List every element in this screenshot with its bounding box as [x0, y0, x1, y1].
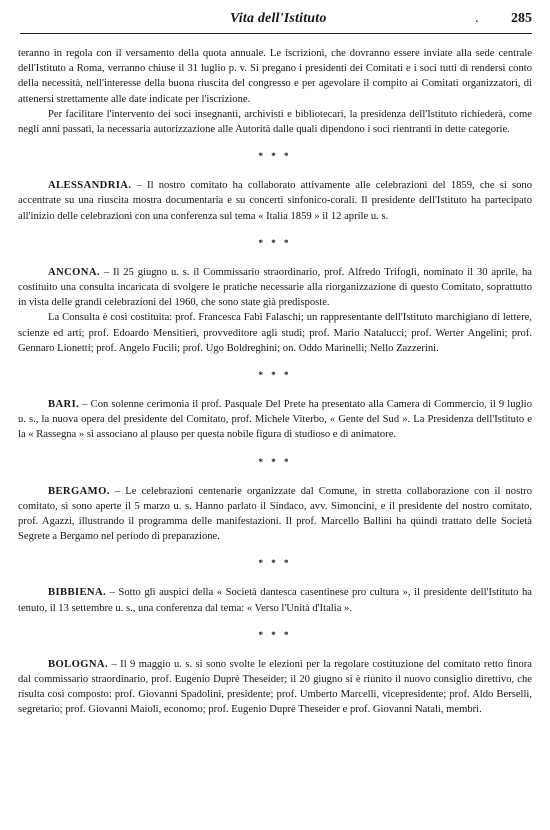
- section-bergamo: [18, 484, 532, 545]
- section-separator: * * *: [258, 456, 292, 467]
- intro-paragraph: Per facilitare l'intervento dei soci insegnanti, archivisti e bibliotecari, la presidenza dell'Istituto richiederà, come negli anni passati, la necessaria autorizzazione alle Autorità dalle quali dipendono i soci rientranti in dette categorie.: [18, 108, 532, 136]
- section-alessandria: [18, 178, 532, 224]
- city-heading: BIBBIENA.: [48, 587, 107, 599]
- section-separator: * * *: [258, 370, 292, 381]
- city-heading: ALESSANDRIA.: [48, 180, 132, 192]
- city-heading: ANCONA.: [48, 266, 100, 278]
- page-body: [18, 46, 532, 718]
- section-text: – Il nostro comitato ha collaborato attivamente alle celebrazioni del 1859, che si sono accentrate su una riuscita mostra documentaria e su concerti sinfonico-corali. Il presidente dell'Istituto ha partecipato all'inizio delle celebrazioni con una conferenza sul tema « Italia 1859 » il 12 aprile u. s.: [18, 180, 532, 222]
- section-text: – Le celebrazioni centenarie organizzate dal Comune, in stretta collaborazione con il nostro comitato, si sono aperte il 5 marzo u. s. Hanno parlato il Sindaco, avv. Simoncini, e il presidente del nostro comitato, prof. Agazzi, illustrando il programma delle manifestazioni. Il prof. Marcello Ballini ha quindi trattato delle Società Segrete a Bergamo nel periodo di preparazione.: [18, 485, 532, 543]
- section-ancona: [18, 265, 532, 311]
- city-heading: BOLOGNA.: [48, 658, 109, 670]
- page-header: [20, 8, 532, 32]
- header-dot: .: [475, 11, 479, 26]
- intro-paragraph: teranno in regola con il versamento della quota annuale. Le iscrizioni, che dovranno essere inviate alla sede centrale dell'Istituto a Roma, verranno chiuse il 31 luglio p. v. Si pregano i presidenti dei Comitati e i soci tutti di rendersi conto della necessità, nell'interesse della buona riuscita del congresso e per agevolare il compito ai Comitati organizzatori, di attenersi strettamente alle date indicate per l'iscrizione.: [18, 48, 532, 105]
- city-heading: BARI.: [48, 399, 80, 411]
- section-separator: * * *: [258, 629, 292, 640]
- section-text: – Il 25 giugno u. s. il Commissario straordinario, prof. Alfredo Trifogli, nominato il 30 aprile, ha costituito una consulta incaricata di svolgere le pratiche necessarie alla riorganizzazione di questo Comitato, soprattutto in vista delle grandi celebrazioni del 1960, che sono state già predisposte.: [18, 266, 532, 309]
- page-number: 285: [511, 11, 532, 26]
- section-bari: [18, 397, 532, 443]
- section-ancona-extra: La Consulta è così costituita: prof. Francesca Fabi Falaschi; un rappresentante dell'Istituto marchigiano di lettere, scienze ed arti; prof. Edoardo Mensitieri, provveditore agli studi; prof. Mario Natalucci; prof. Werter Angelini; prof. Gennaro Lionetti; prof. Angelo Fucili; prof. Ugo Boldreghini; on. Oddo Marinelli; Nello Zazzerini.: [18, 312, 532, 354]
- section-text: – Con solenne cerimonia il prof. Pasquale Del Prete ha presentato alla Camera di Commercio, il 9 luglio u. s., la nuova opera del presidente del Comitato, prof. Michele Viterbo, « Gente del Sud ». La Presidenza dell'Istituto e la « Rassegna » si associano al plauso per questa nobile figura di studioso e di animatore.: [18, 399, 532, 441]
- section-separator: * * *: [258, 151, 292, 162]
- section-text: – Sotto gli auspici della « Società dantesca casentinese pro cultura », il presidente dell'Istituto ha tenuto, il 13 settembre u. s., una conferenza dal tema: « Verso l'Unità d'Italia ».: [18, 587, 532, 614]
- section-bologna: [18, 657, 532, 718]
- header-rule: [20, 33, 532, 34]
- running-title: Vita dell'Istituto: [230, 11, 327, 26]
- section-separator: * * *: [258, 237, 292, 248]
- section-bibbiena: [18, 585, 532, 615]
- section-text: – Il 9 maggio u. s. si sono svolte le elezioni per la regolare costituzione del comitato retto finora dal commissario straordinario, prof. Eugenio Duprè Theseider; il 20 giugno si è riunito il nuovo consiglio direttivo, che risulta così composto: prof. Giovanni Spadolini, presidente; prof. Umberto Marcelli, vicepresidente; prof. Aldo Berselli, segretario; prof. Giovanni Maioli, economo; prof. Eugenio Duprè Theseider e prof. Giovanni Natali, membri.: [18, 658, 532, 716]
- section-separator: * * *: [258, 558, 292, 569]
- city-heading: BERGAMO.: [48, 485, 110, 497]
